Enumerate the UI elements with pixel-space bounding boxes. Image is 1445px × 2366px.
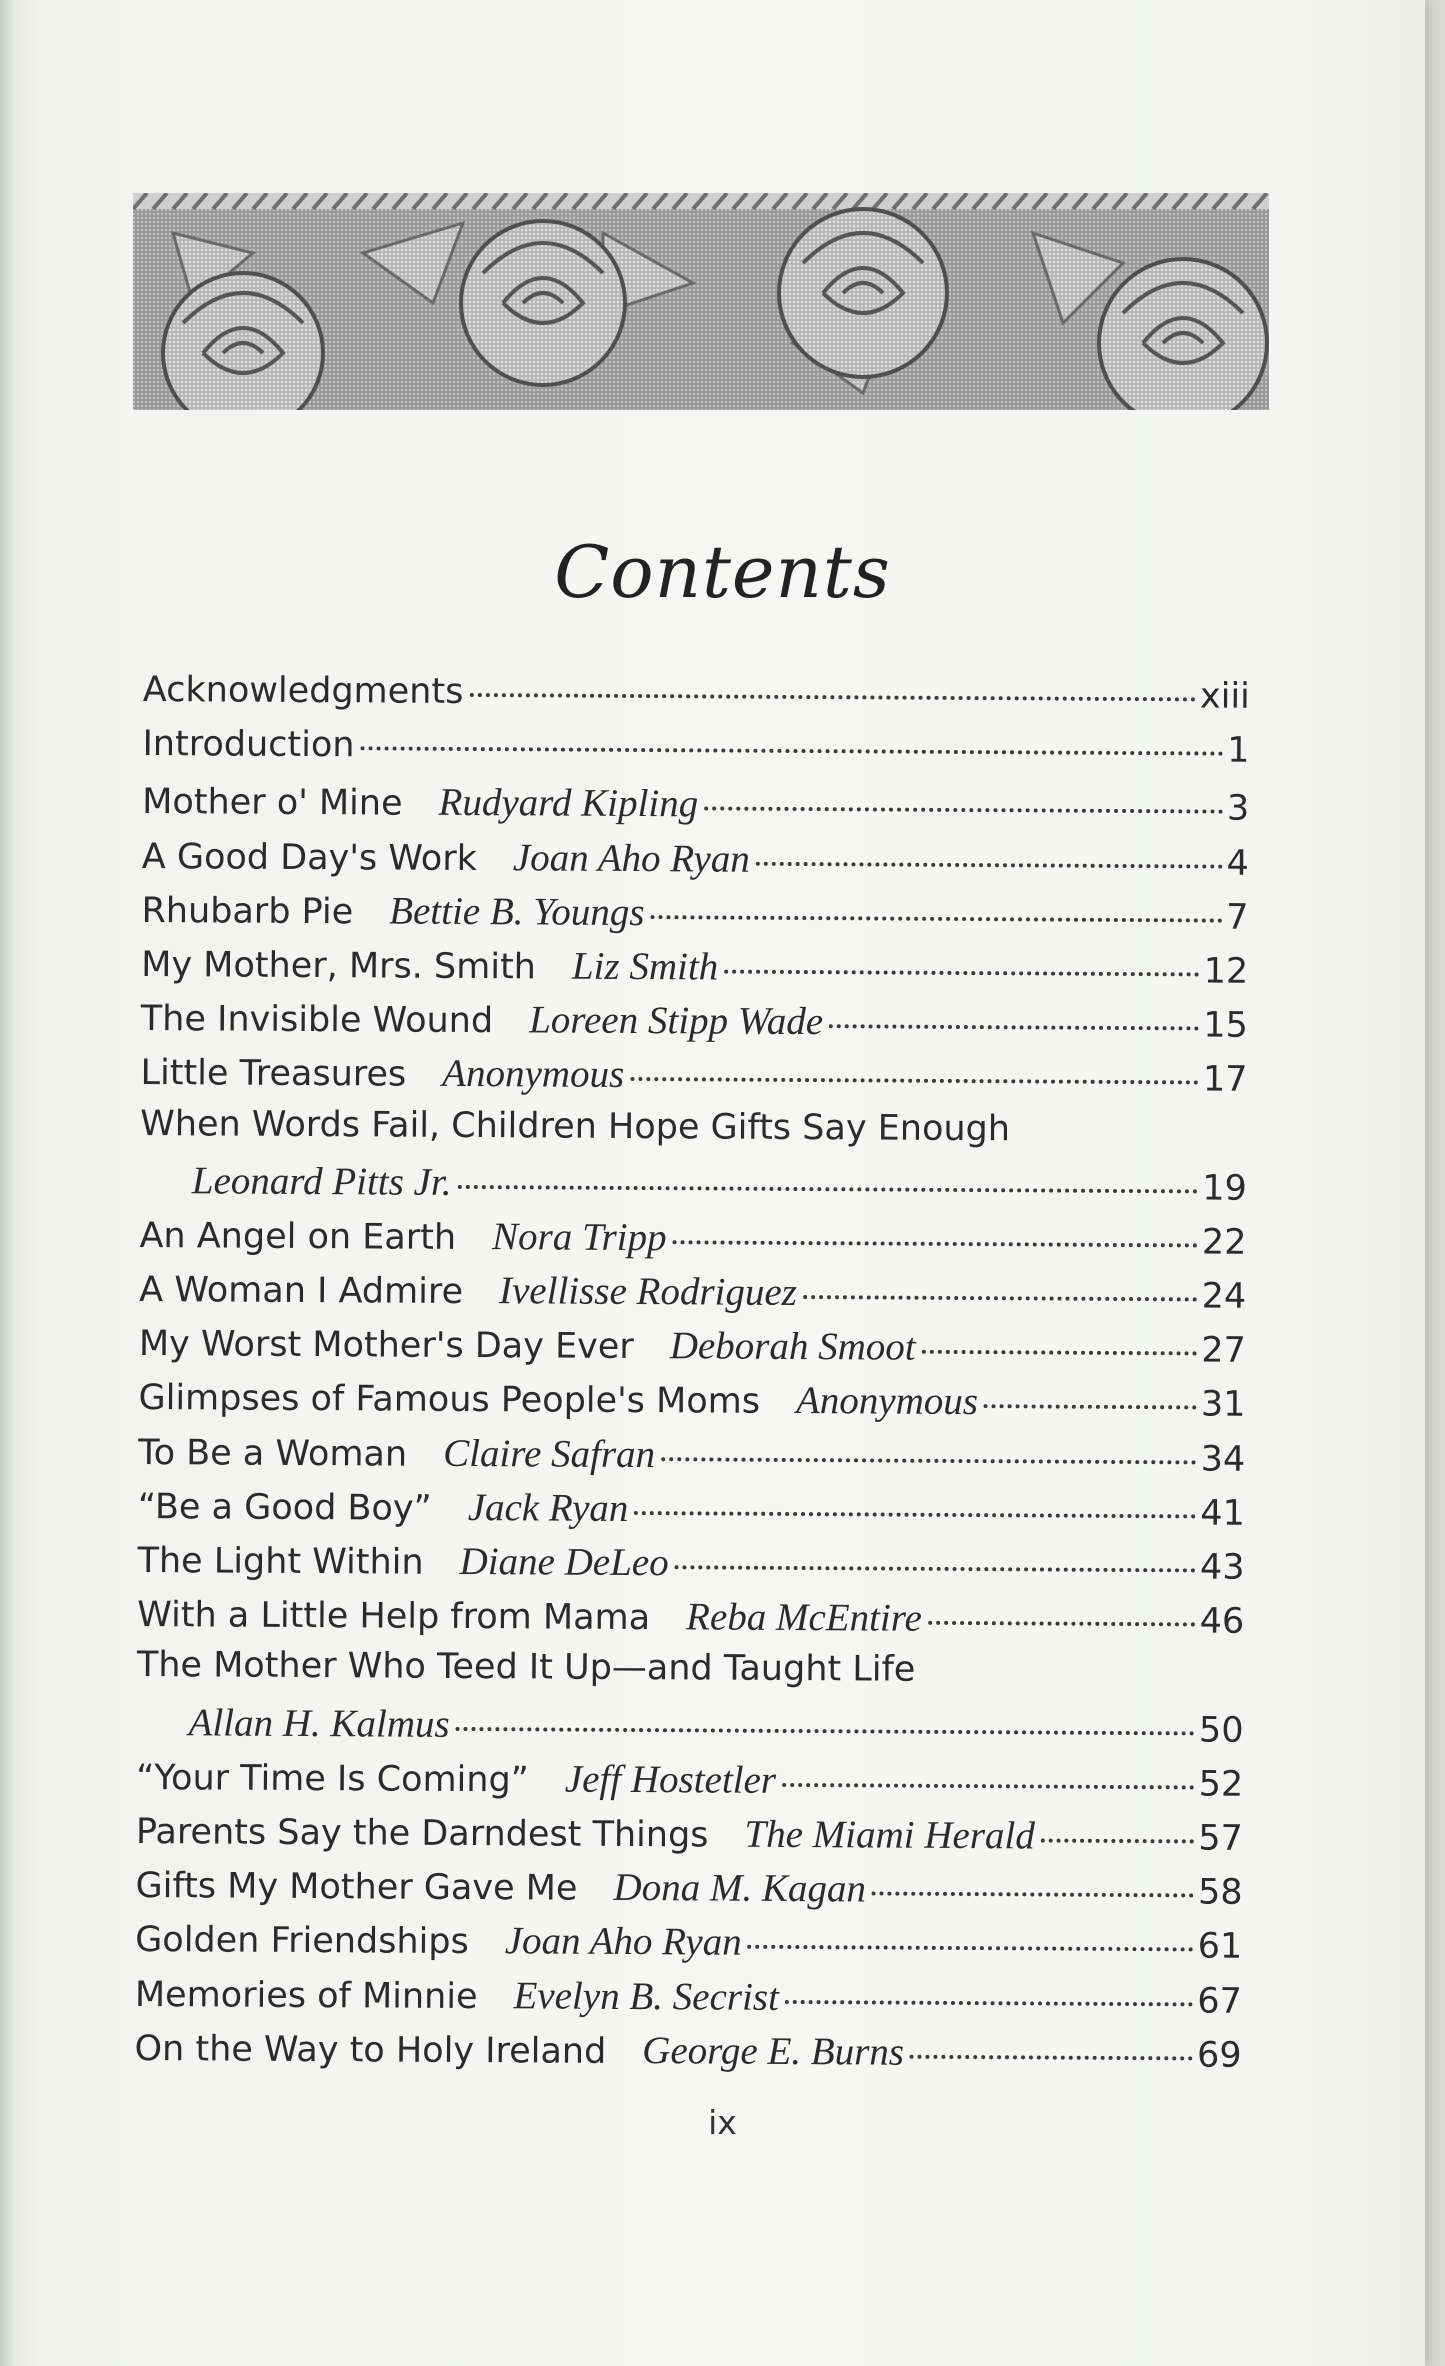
toc-entry-author: Deborah Smoot bbox=[669, 1324, 916, 1369]
toc-entry-page-number: 3 bbox=[1226, 788, 1250, 830]
toc-entry-title: A Woman I Admire bbox=[139, 1270, 464, 1313]
toc-entry-title: When Words Fail, Children Hope Gifts Say Enough bbox=[140, 1103, 1011, 1149]
toc-entry-title: Rhubarb Pie bbox=[141, 890, 354, 933]
toc-entry bbox=[139, 1266, 1246, 1327]
toc-entry-title: The Light Within bbox=[137, 1540, 424, 1583]
toc-entry-page-number: 43 bbox=[1199, 1547, 1245, 1588]
toc-entry bbox=[134, 2025, 1241, 2086]
dot-leader bbox=[675, 1565, 1196, 1572]
toc-entry-author: Rudyard Kipling bbox=[438, 781, 699, 826]
dot-leader bbox=[630, 1077, 1199, 1084]
toc-entry bbox=[136, 1754, 1243, 1815]
toc-entry-author: Bettie B. Youngs bbox=[389, 889, 645, 934]
toc-entry-page-number: 1 bbox=[1227, 730, 1250, 771]
dot-leader bbox=[661, 1457, 1197, 1464]
toc-entry bbox=[138, 1429, 1245, 1490]
toc-entry-page-number: 57 bbox=[1198, 1818, 1244, 1859]
toc-entry-author: Claire Safran bbox=[443, 1431, 656, 1476]
toc-entry-title: Parents Say the Darndest Things bbox=[135, 1811, 709, 1856]
dot-leader bbox=[984, 1405, 1197, 1410]
toc-entry-title: Memories of Minnie bbox=[134, 1974, 478, 2017]
toc-entry-page-number: 61 bbox=[1197, 1926, 1243, 1968]
toc-entry bbox=[140, 1158, 1247, 1219]
toc-entry bbox=[139, 1212, 1246, 1273]
toc-entry bbox=[141, 887, 1248, 948]
toc-entry-title: Mother o' Mine bbox=[142, 782, 403, 824]
toc-entry-author: Jack Ryan bbox=[467, 1485, 629, 1530]
toc-entry-title: A Good Day's Work bbox=[141, 836, 478, 879]
dot-leader bbox=[457, 1185, 1198, 1194]
toc-entry-page-number: 17 bbox=[1202, 1059, 1248, 1101]
toc-entry bbox=[135, 1970, 1242, 2031]
dot-leader bbox=[673, 1240, 1198, 1247]
toc-entry-page-number: 67 bbox=[1197, 1980, 1243, 2022]
dot-leader bbox=[650, 915, 1222, 922]
toc-entry-author: Dona M. Kagan bbox=[613, 1866, 867, 1911]
dot-leader bbox=[785, 1999, 1194, 2005]
toc-entry bbox=[141, 941, 1248, 1002]
dot-leader bbox=[724, 969, 1199, 976]
toc-entry-page-number: 69 bbox=[1196, 2035, 1242, 2076]
table-of-contents bbox=[134, 670, 1250, 2086]
dot-leader bbox=[1041, 1838, 1195, 1843]
toc-entry-page-number: 41 bbox=[1200, 1493, 1245, 1534]
dot-leader bbox=[704, 807, 1223, 814]
toc-entry-page-number: 52 bbox=[1198, 1764, 1244, 1805]
dot-leader bbox=[782, 1783, 1195, 1790]
toc-entry-author: Evelyn B. Secrist bbox=[513, 1973, 780, 2019]
toc-entry bbox=[137, 1537, 1244, 1598]
toc-entry-author: George E. Burns bbox=[642, 2028, 905, 2074]
dot-leader bbox=[922, 1350, 1198, 1356]
dot-leader bbox=[928, 1621, 1196, 1627]
toc-entry-author: Ivellisse Rodriguez bbox=[498, 1269, 798, 1315]
page-title: Contents bbox=[554, 530, 891, 614]
toc-entry-page-number: 12 bbox=[1203, 951, 1249, 992]
toc-entry-title: With a Little Help from Mama bbox=[137, 1595, 651, 1639]
toc-entry-title: My Mother, Mrs. Smith bbox=[141, 944, 537, 988]
toc-entry-author: The Miami Herald bbox=[744, 1812, 1035, 1858]
toc-entry-page-number: 27 bbox=[1201, 1330, 1246, 1371]
toc-entry-page-number: 4 bbox=[1226, 843, 1249, 884]
toc-entry-page-number: 7 bbox=[1226, 897, 1249, 938]
toc-entry-title: The Invisible Wound bbox=[140, 999, 494, 1042]
dot-leader bbox=[634, 1511, 1196, 1518]
toc-entry bbox=[142, 778, 1249, 839]
dot-leader bbox=[456, 1726, 1195, 1735]
toc-entry bbox=[136, 1700, 1243, 1761]
toc-entry-title: Glimpses of Famous People's Moms bbox=[138, 1378, 761, 1423]
toc-entry-page-number: 31 bbox=[1200, 1384, 1246, 1426]
toc-entry-author: Liz Smith bbox=[571, 944, 719, 989]
toc-entry bbox=[138, 1483, 1245, 1544]
toc-entry bbox=[143, 670, 1250, 731]
toc-entry-title: My Worst Mother's Day Ever bbox=[138, 1324, 634, 1368]
toc-entry-page-number: xiii bbox=[1199, 676, 1250, 717]
toc-entry-author: Leonard Pitts Jr. bbox=[191, 1158, 452, 1204]
toc-entry bbox=[137, 1645, 1244, 1706]
toc-entry bbox=[138, 1374, 1245, 1435]
toc-entry-title: The Mother Who Teed It Up—and Taught Life bbox=[136, 1645, 916, 1691]
toc-entry bbox=[142, 724, 1249, 785]
toc-entry-author: Diane DeLeo bbox=[459, 1539, 669, 1585]
dot-leader bbox=[910, 2054, 1193, 2060]
dot-leader bbox=[360, 747, 1223, 756]
toc-entry bbox=[139, 1320, 1246, 1381]
dot-leader bbox=[803, 1295, 1198, 1301]
toc-entry-page-number: 34 bbox=[1200, 1439, 1246, 1480]
toc-entry-author: Anonymous bbox=[442, 1052, 625, 1097]
toc-entry bbox=[135, 1916, 1242, 1977]
toc-entry-title: Little Treasures bbox=[140, 1053, 407, 1095]
toc-entry-author: Nora Tripp bbox=[491, 1215, 667, 1260]
toc-entry-author: Allan H. Kalmus bbox=[188, 1700, 450, 1746]
toc-entry-author: Anonymous bbox=[795, 1379, 979, 1424]
toc-entry-title: “Be a Good Boy” bbox=[137, 1486, 432, 1529]
toc-entry bbox=[142, 833, 1249, 894]
dot-leader bbox=[829, 1024, 1199, 1030]
page-number: ix bbox=[708, 2103, 737, 2142]
toc-entry-page-number: 46 bbox=[1199, 1601, 1245, 1642]
dot-leader bbox=[872, 1892, 1194, 1898]
toc-entry-page-number: 19 bbox=[1202, 1168, 1247, 1209]
toc-entry-title: “Your Time Is Coming” bbox=[136, 1757, 529, 1801]
toc-entry bbox=[137, 1591, 1244, 1652]
toc-entry-title: Introduction bbox=[142, 724, 355, 766]
toc-entry-page-number: 24 bbox=[1201, 1276, 1247, 1317]
toc-entry-title: An Angel on Earth bbox=[139, 1215, 457, 1258]
dot-leader bbox=[756, 861, 1223, 868]
toc-entry-title: Gifts My Mother Gave Me bbox=[135, 1866, 578, 1909]
toc-entry-author: Reba McEntire bbox=[686, 1595, 922, 1640]
toc-entry bbox=[141, 995, 1248, 1056]
toc-entry-page-number: 15 bbox=[1203, 1005, 1248, 1046]
toc-entry-title: Acknowledgments bbox=[142, 670, 464, 712]
toc-entry-title: On the Way to Holy Ireland bbox=[134, 2028, 607, 2072]
toc-entry-page-number: 22 bbox=[1201, 1222, 1247, 1263]
toc-entry-author: Joan Aho Ryan bbox=[512, 835, 750, 881]
toc-entry bbox=[140, 1103, 1247, 1164]
toc-entry-page-number: 50 bbox=[1198, 1710, 1244, 1751]
rose-banner-illustration bbox=[133, 193, 1269, 410]
page-gutter-shadow bbox=[0, 0, 14, 2366]
toc-entry-title: Golden Friendships bbox=[135, 1920, 469, 1963]
toc-entry-author: Loreen Stipp Wade bbox=[529, 998, 824, 1044]
toc-entry-author: Joan Aho Ryan bbox=[504, 1919, 742, 1964]
toc-entry-title: To Be a Woman bbox=[138, 1432, 408, 1475]
toc-entry-page-number: 58 bbox=[1197, 1872, 1243, 1913]
dot-leader bbox=[469, 693, 1196, 701]
toc-entry-author: Jeff Hostetler bbox=[564, 1757, 777, 1802]
toc-entry bbox=[136, 1808, 1243, 1869]
dot-leader bbox=[748, 1945, 1194, 1952]
toc-entry bbox=[135, 1862, 1242, 1923]
toc-entry bbox=[140, 1049, 1247, 1110]
